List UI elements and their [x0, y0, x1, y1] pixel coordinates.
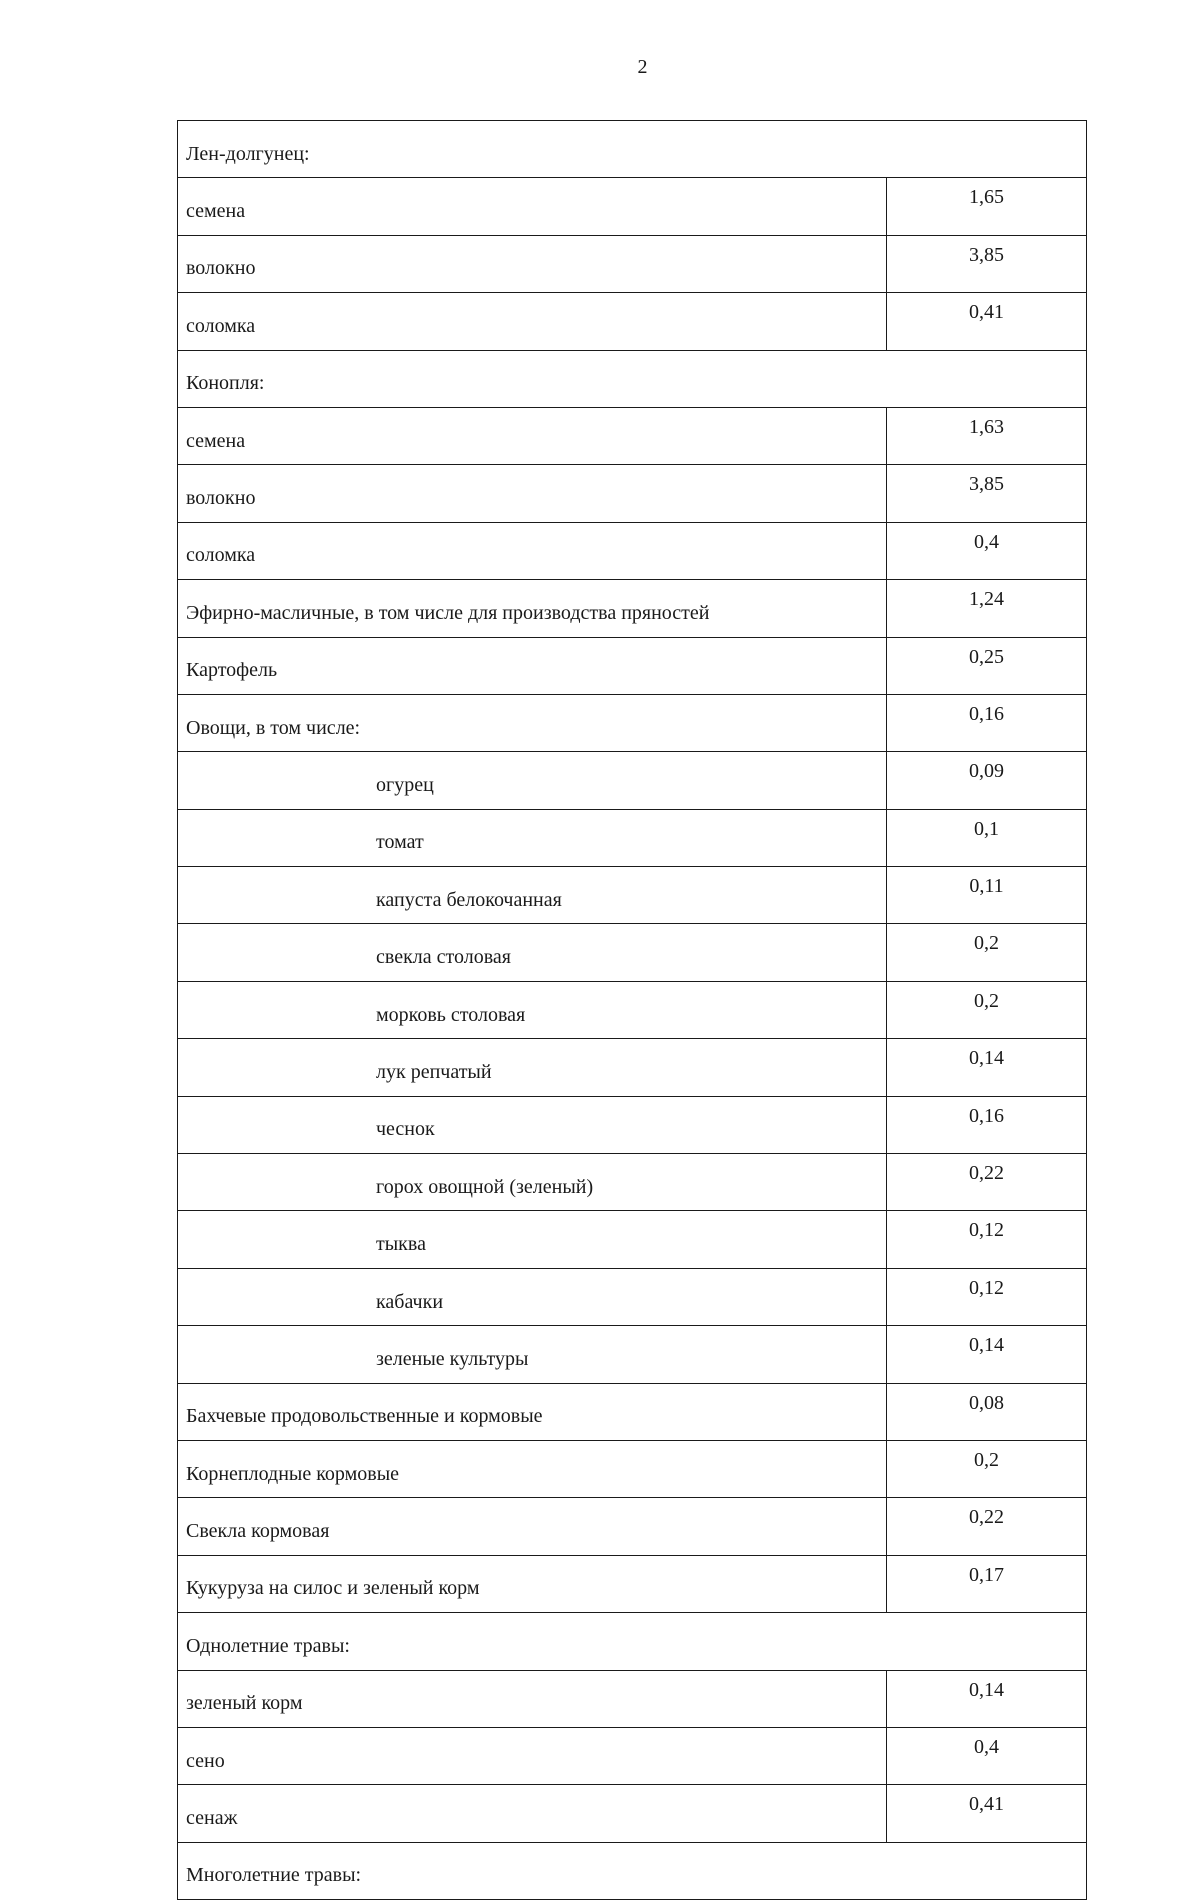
row-label: капуста белокочанная — [178, 867, 887, 924]
page-number: 2 — [637, 56, 648, 78]
row-label: зеленые культуры — [178, 1326, 887, 1383]
row-value: 0,41 — [887, 293, 1087, 350]
table-row — [178, 694, 1087, 751]
table-section-row — [178, 350, 1087, 407]
section-heading: Однолетние травы: — [178, 1613, 1087, 1670]
row-value: 0,09 — [887, 752, 1087, 809]
row-label: горох овощной (зеленый) — [178, 1154, 887, 1211]
row-label: чеснок — [178, 1096, 887, 1153]
table-section-row — [178, 121, 1087, 178]
table-body — [178, 121, 1087, 1900]
table-row — [178, 1039, 1087, 1096]
row-value: 0,17 — [887, 1555, 1087, 1612]
table-row — [178, 235, 1087, 292]
section-heading: Многолетние травы: — [178, 1842, 1087, 1899]
row-label: сенаж — [178, 1785, 887, 1842]
table-row — [178, 981, 1087, 1038]
table-row — [178, 1727, 1087, 1784]
row-label: Эфирно-масличные, в том числе для производства пряностей — [178, 580, 887, 637]
row-value: 0,2 — [887, 1440, 1087, 1497]
row-value: 0,2 — [887, 981, 1087, 1038]
table-row — [178, 752, 1087, 809]
table-section-row — [178, 1613, 1087, 1670]
row-value: 1,65 — [887, 178, 1087, 235]
row-label: кабачки — [178, 1268, 887, 1325]
row-label: лук репчатый — [178, 1039, 887, 1096]
row-value: 0,4 — [887, 1727, 1087, 1784]
crop-coefficient-table — [177, 120, 1087, 1900]
row-value: 0,14 — [887, 1326, 1087, 1383]
table-row — [178, 637, 1087, 694]
row-label: соломка — [178, 522, 887, 579]
row-value: 3,85 — [887, 235, 1087, 292]
row-label: семена — [178, 178, 887, 235]
row-value: 0,11 — [887, 867, 1087, 924]
row-value: 0,08 — [887, 1383, 1087, 1440]
row-value: 0,41 — [887, 1785, 1087, 1842]
table-row — [178, 178, 1087, 235]
row-value: 0,25 — [887, 637, 1087, 694]
table-row — [178, 580, 1087, 637]
table-row — [178, 1555, 1087, 1612]
table-row — [178, 407, 1087, 464]
table-row — [178, 1154, 1087, 1211]
row-value: 0,16 — [887, 1096, 1087, 1153]
table-row — [178, 293, 1087, 350]
table-row — [178, 809, 1087, 866]
row-label: Бахчевые продовольственные и кормовые — [178, 1383, 887, 1440]
row-label: Картофель — [178, 637, 887, 694]
row-value: 0,2 — [887, 924, 1087, 981]
row-label: волокно — [178, 465, 887, 522]
table-section-row — [178, 1842, 1087, 1899]
table-row — [178, 1268, 1087, 1325]
row-label: свекла столовая — [178, 924, 887, 981]
table-row — [178, 1785, 1087, 1842]
section-heading: Конопля: — [178, 350, 1087, 407]
row-value: 0,14 — [887, 1670, 1087, 1727]
section-heading: Лен-долгунец: — [178, 121, 1087, 178]
table-row — [178, 1211, 1087, 1268]
row-value: 0,16 — [887, 694, 1087, 751]
table-row — [178, 1096, 1087, 1153]
row-value: 1,24 — [887, 580, 1087, 637]
row-value: 0,12 — [887, 1268, 1087, 1325]
row-label: Корнеплодные кормовые — [178, 1440, 887, 1497]
row-label: сено — [178, 1727, 887, 1784]
row-value: 0,4 — [887, 522, 1087, 579]
table-row — [178, 465, 1087, 522]
row-value: 3,85 — [887, 465, 1087, 522]
row-label: морковь столовая — [178, 981, 887, 1038]
table-row — [178, 867, 1087, 924]
row-label: семена — [178, 407, 887, 464]
table-row — [178, 522, 1087, 579]
row-label: огурец — [178, 752, 887, 809]
row-value: 1,63 — [887, 407, 1087, 464]
row-label: зеленый корм — [178, 1670, 887, 1727]
row-label: тыква — [178, 1211, 887, 1268]
row-label: Овощи, в том числе: — [178, 694, 887, 751]
table-row — [178, 1498, 1087, 1555]
row-label: Кукуруза на силос и зеленый корм — [178, 1555, 887, 1612]
table-row — [178, 1326, 1087, 1383]
row-label: волокно — [178, 235, 887, 292]
table-row — [178, 1383, 1087, 1440]
row-value: 0,14 — [887, 1039, 1087, 1096]
row-value: 0,22 — [887, 1154, 1087, 1211]
row-value: 0,1 — [887, 809, 1087, 866]
row-label: Свекла кормовая — [178, 1498, 887, 1555]
table-row — [178, 1440, 1087, 1497]
table-row — [178, 924, 1087, 981]
row-label: соломка — [178, 293, 887, 350]
row-value: 0,22 — [887, 1498, 1087, 1555]
row-label: томат — [178, 809, 887, 866]
row-value: 0,12 — [887, 1211, 1087, 1268]
